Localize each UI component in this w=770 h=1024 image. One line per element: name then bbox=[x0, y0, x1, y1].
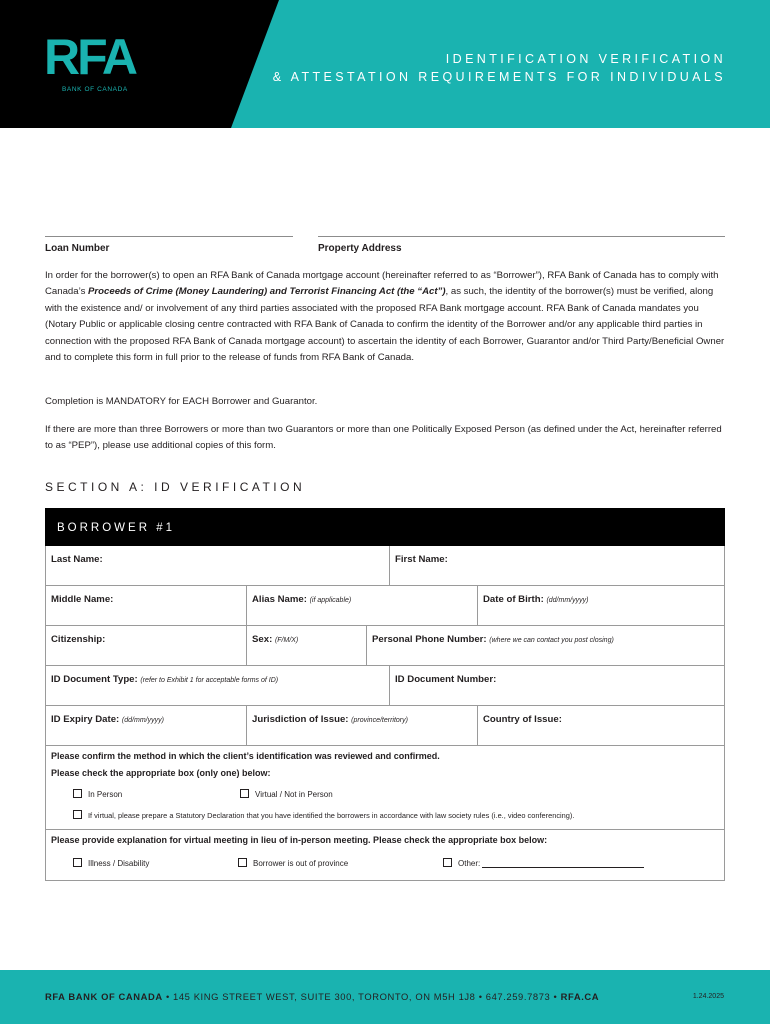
footer-company: RFA BANK OF CANADA bbox=[45, 991, 163, 1002]
loan-number-label: Loan Number bbox=[45, 243, 110, 254]
jurisdiction-field[interactable]: Jurisdiction of Issue: (province/territory) bbox=[247, 706, 478, 745]
form-row-citizenship bbox=[46, 626, 724, 666]
footer-website-link[interactable]: RFA.CA bbox=[560, 991, 600, 1002]
other-input-line[interactable] bbox=[482, 867, 644, 868]
first-name-field[interactable]: First Name: bbox=[395, 554, 448, 565]
header-banner bbox=[0, 0, 770, 128]
checkbox-icon bbox=[73, 789, 82, 798]
checkbox-icon bbox=[240, 789, 249, 798]
footer-version-date: 1.24.2025 bbox=[692, 993, 724, 1000]
in-person-checkbox[interactable]: In Person bbox=[73, 789, 122, 799]
logo-subtitle: BANK OF CANADA bbox=[62, 86, 128, 93]
virtual-checkbox[interactable]: Virtual / Not in Person bbox=[240, 789, 333, 799]
explain-instruction: Please provide explanation for virtual meeting in lieu of in-person meeting. Please check the appropriate box below: bbox=[51, 835, 548, 845]
document-title bbox=[273, 50, 726, 86]
statutory-declaration-checkbox[interactable]: If virtual, please prepare a Statutory Declaration that you have identified the borrowers in accordance with law society rules (i.e., video conferencing). bbox=[73, 810, 574, 820]
footer-address: • 145 KING STREET WEST, SUITE 300, TORONTO, ON M5H 1J8 • 647.259.7873 • bbox=[162, 991, 561, 1002]
borrower-form-grid bbox=[45, 546, 725, 881]
middle-name-field[interactable]: Middle Name: bbox=[46, 586, 247, 625]
id-number-field[interactable]: ID Document Number: bbox=[395, 674, 497, 685]
intro-paragraph bbox=[45, 268, 725, 366]
logo-text: RFA bbox=[44, 29, 135, 85]
form-row-names bbox=[46, 546, 724, 586]
checkbox-icon bbox=[73, 858, 82, 867]
check-instruction: Please check the appropriate box (only one) below: bbox=[51, 768, 271, 778]
borrower-heading: BORROWER #1 bbox=[57, 522, 175, 534]
verification-method-section bbox=[46, 746, 724, 830]
illness-checkbox[interactable]: Illness / Disability bbox=[73, 858, 149, 868]
footer-banner bbox=[0, 970, 770, 1024]
section-a-title: SECTION A: ID VERIFICATION bbox=[45, 480, 306, 494]
checkbox-icon bbox=[443, 858, 452, 867]
title-line-2: & ATTESTATION REQUIREMENTS FOR INDIVIDUALS bbox=[272, 70, 726, 84]
property-address-line[interactable] bbox=[318, 236, 725, 237]
intro-text-1: In order for the borrower(s) to open an RFA Bank of Canada mortgage account (hereinafter referred to as “Borrower”), RFA Bank of Canada has to comply with Canada’s bbox=[45, 270, 719, 298]
property-address-label: Property Address bbox=[318, 243, 402, 254]
last-name-field[interactable]: Last Name: bbox=[46, 546, 390, 585]
additional-copies-note: If there are more than three Borrowers or more than two Guarantors or more than one Politically Exposed Person (as defined under the Act, hereinafter referred to as “PEP”), please use additional copies of this form. bbox=[45, 424, 722, 452]
form-row-middle bbox=[46, 586, 724, 626]
form-row-id-type bbox=[46, 666, 724, 706]
loan-number-line[interactable] bbox=[45, 236, 293, 237]
citizenship-field[interactable]: Citizenship: bbox=[46, 626, 247, 665]
date-of-birth-field[interactable]: Date of Birth: (dd/mm/yyyy) bbox=[483, 594, 589, 605]
borrower-heading-bar bbox=[45, 508, 725, 546]
alias-name-field[interactable]: Alias Name: (if applicable) bbox=[247, 586, 478, 625]
id-expiry-field[interactable]: ID Expiry Date: (dd/mm/yyyy) bbox=[46, 706, 247, 745]
act-name: Proceeds of Crime (Money Laundering) and Terrorist Financing Act (the “Act”) bbox=[88, 286, 446, 298]
virtual-explanation-section bbox=[46, 830, 724, 880]
mandatory-note: Completion is MANDATORY for EACH Borrower and Guarantor. bbox=[45, 396, 318, 407]
country-field[interactable]: Country of Issue: bbox=[483, 714, 562, 725]
rfa-logo bbox=[44, 29, 135, 93]
phone-field[interactable]: Personal Phone Number: (where we can contact you post closing) bbox=[372, 634, 614, 645]
checkbox-icon bbox=[238, 858, 247, 867]
footer-contact bbox=[45, 991, 599, 1002]
title-line-1: IDENTIFICATION VERIFICATION bbox=[445, 52, 726, 66]
checkbox-icon bbox=[73, 810, 82, 819]
form-row-id-expiry bbox=[46, 706, 724, 746]
other-checkbox[interactable]: Other: bbox=[443, 858, 644, 868]
id-type-field[interactable]: ID Document Type: (refer to Exhibit 1 for acceptable forms of ID) bbox=[46, 666, 390, 705]
intro-text-2: , as such, the identity of the borrower(s) must be verified, along with the existence and/ or involvement of any third parties associated with the proposed RFA Bank mortgage account. RFA Bank of Canada mandates you (Notary Public or applicable closing centre contracted with RFA Bank of Canada to confirm the identity of the Borrower and/or any applicable third parties in connection with the proposed RFA Bank of Canada mortgage account) to ascertain the identity of each Borrower, Guarantor and/or Third Party/Beneficial Owner and to complete this form in full prior to the release of funds from RFA Bank of Canada. bbox=[45, 286, 725, 364]
out-of-province-checkbox[interactable]: Borrower is out of province bbox=[238, 858, 348, 868]
confirm-instruction: Please confirm the method in which the client’s identification was reviewed and confirmed. bbox=[51, 751, 440, 761]
sex-field[interactable]: Sex: (F/M/X) bbox=[247, 626, 367, 665]
